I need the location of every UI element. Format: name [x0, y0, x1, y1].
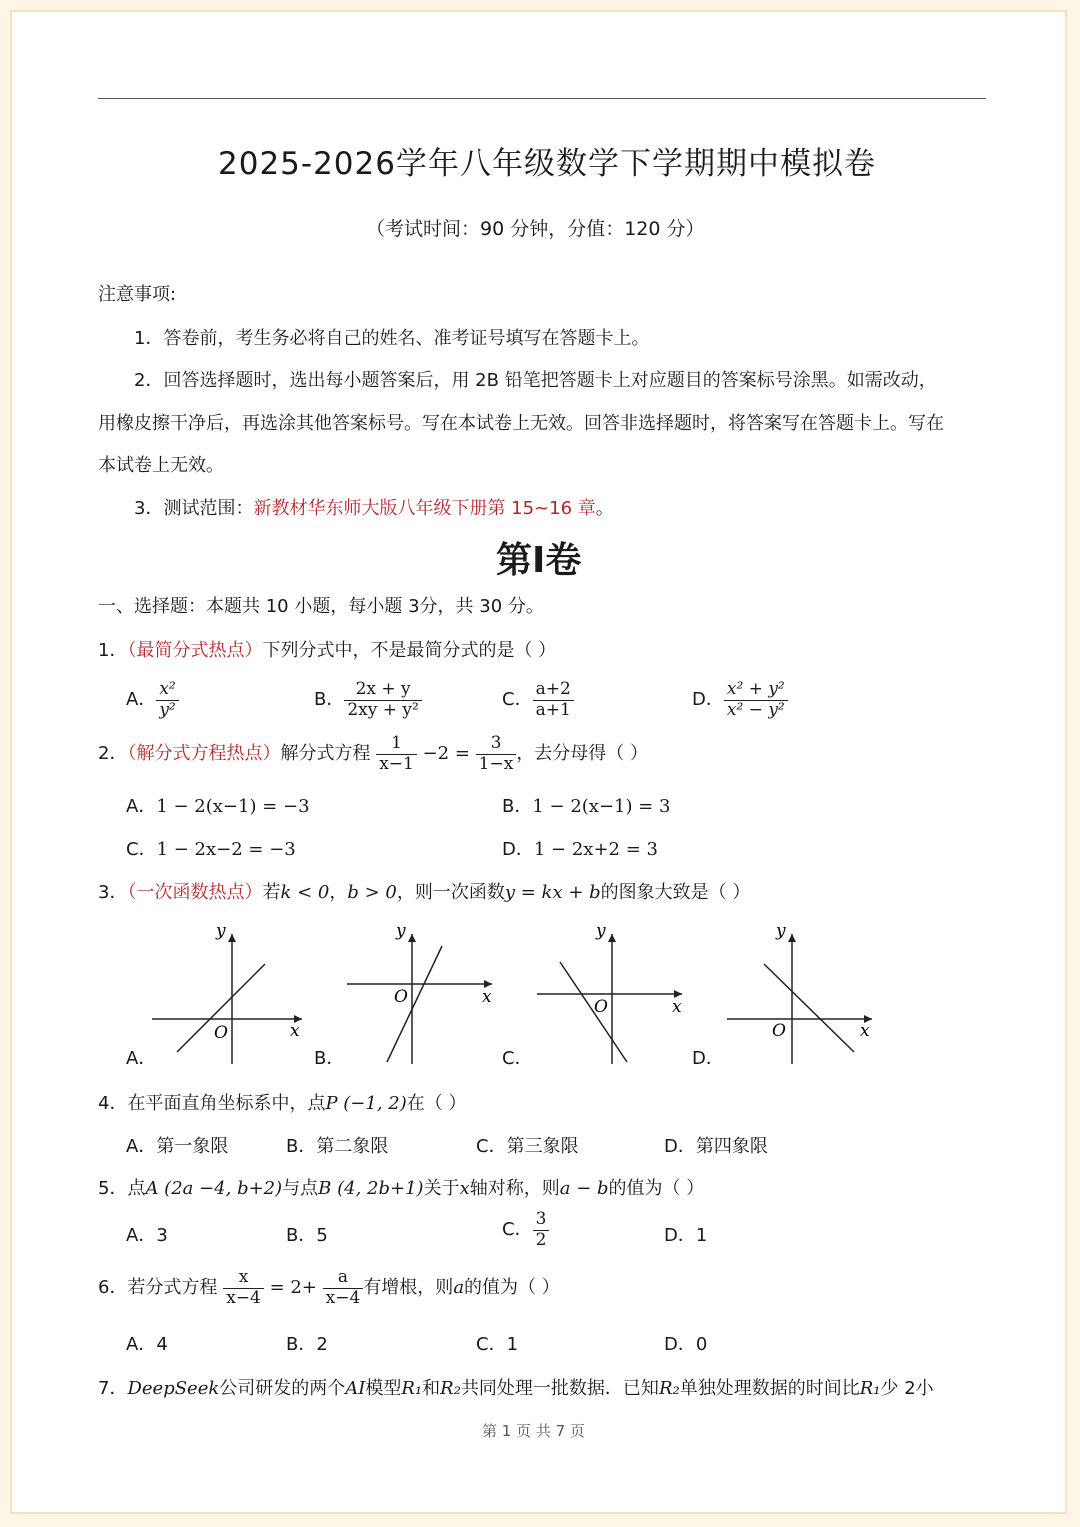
q5-option-c[interactable]: C． $\frac{3}{2}$	[502, 1210, 549, 1250]
q5-option-d[interactable]: D．1	[664, 1225, 708, 1246]
axis-x-label: x	[290, 1021, 300, 1041]
q6-option-b[interactable]: B．2	[286, 1334, 328, 1355]
origin-label: O	[214, 1023, 228, 1043]
q3-graph-a[interactable]	[152, 921, 312, 1068]
axis-y-label: y	[216, 921, 226, 941]
q1-option-d[interactable]: D． $\frac{\text{x² + y²}}{\text{x² − y²}}$	[692, 680, 788, 720]
test-scope: 新教材华东师大版八年级下册第 15~16 章	[253, 498, 596, 519]
q5-option-a[interactable]: A．3	[126, 1225, 168, 1246]
q3-graph-d[interactable]	[722, 921, 882, 1068]
q2-option-b[interactable]: B．1 − 2(x−1) = 3	[502, 796, 671, 817]
q4-option-a[interactable]: A．第一象限	[126, 1136, 229, 1157]
q6-option-d[interactable]: D．0	[664, 1334, 708, 1355]
axis-x-label: x	[860, 1021, 870, 1041]
axis-y-label: y	[776, 921, 786, 941]
q1-option-b[interactable]: B． $\frac{2x + y}{\text{2xy + y²}}$	[314, 680, 422, 720]
volume-title: 第I卷	[496, 540, 582, 581]
page-footer: 第 1 页 共 7 页	[482, 1422, 585, 1440]
q1-tag: （最简分式热点）	[127, 640, 263, 661]
q2-option-d[interactable]: D．1 − 2x+2 = 3	[502, 839, 658, 860]
q3-tag: （一次函数热点）	[127, 882, 263, 903]
q3-option-b-label[interactable]: B．	[314, 1048, 345, 1069]
origin-label: O	[594, 997, 608, 1017]
q4-option-d[interactable]: D．第四象限	[664, 1136, 768, 1157]
note-2-line-3: 本试卷上无效。	[98, 455, 224, 476]
question-1: 1．（最简分式热点）下列分式中，不是最简分式的是（ ）	[98, 640, 557, 661]
q6-option-c[interactable]: C．1	[476, 1334, 519, 1355]
exam-title: 2025-2026学年八年级数学下学期期中模拟卷	[218, 146, 876, 182]
q2-option-c[interactable]: C．1 − 2x−2 = −3	[126, 839, 296, 860]
q3-graph-c[interactable]	[532, 921, 692, 1068]
note-1: 1．答卷前，考生务必将自己的姓名、准考证号填写在答题卡上。	[134, 328, 650, 349]
q3-graph-b[interactable]	[342, 921, 502, 1068]
q4-option-b[interactable]: B．第二象限	[286, 1136, 389, 1157]
q4-option-c[interactable]: C．第三象限	[476, 1136, 579, 1157]
axis-y-label: y	[396, 921, 406, 941]
question-2: 2．（解分式方程热点）解分式方程 $\frac{1}{x-1}$ −2 = $\frac{3}{1-x}$ ，去分母得（ ）	[98, 733, 649, 774]
question-3: 3．（一次函数热点）若k < 0，b > 0，则一次函数y = kx + b的图象大致是（ ）	[98, 882, 751, 903]
q5-option-b[interactable]: B．5	[286, 1225, 328, 1246]
origin-label: O	[772, 1021, 786, 1041]
axis-y-label: y	[596, 921, 606, 941]
note-2-line-2: 用橡皮擦干净后，再选涂其他答案标号。写在本试卷上无效。回答非选择题时，将答案写在答题卡上。写在	[98, 413, 944, 434]
exam-page	[12, 12, 1065, 1512]
note-3: 3．测试范围：新教材华东师大版八年级下册第 15~16 章。	[134, 498, 614, 519]
exam-subtitle: （考试时间：90 分钟，分值：120 分）	[366, 218, 705, 240]
question-4: 4．在平面直角坐标系中，点P (−1, 2)在（ ）	[98, 1093, 467, 1114]
q1-option-a[interactable]: A． $\frac{\text{x²}}{\text{y²}}$	[126, 680, 179, 720]
q3-option-a-label[interactable]: A．	[126, 1048, 157, 1069]
q3-option-c-label[interactable]: C．	[502, 1048, 533, 1069]
header-rule	[98, 98, 986, 99]
question-7: 7．DeepSeek公司研发的两个AI模型R₁和R₂共同处理一批数据．已知R₂单独处理数据的时间比R₁少 2小	[98, 1378, 934, 1399]
question-5: 5．点A (2a −4, b+2)与点B (4, 2b+1)关于x轴对称，则a − b的值为（ ）	[98, 1178, 705, 1199]
q3-option-d-label[interactable]: D．	[692, 1048, 724, 1069]
section-heading: 一、选择题：本题共 10 小题，每小题 3分，共 30 分。	[98, 596, 544, 617]
axis-x-label: x	[482, 987, 492, 1007]
q2-option-a[interactable]: A．1 − 2(x−1) = −3	[126, 796, 310, 817]
q6-option-a[interactable]: A．4	[126, 1334, 168, 1355]
q1-option-c[interactable]: C． $\frac{a+2}{a+1}$	[502, 680, 574, 720]
note-2-line-1: 2．回答选择题时，选出每小题答案后，用 2B 铅笔把答题卡上对应题目的答案标号涂黑。如需改动，	[134, 370, 937, 391]
notes-heading: 注意事项:	[98, 284, 177, 305]
origin-label: O	[394, 987, 408, 1007]
axis-x-label: x	[672, 997, 682, 1017]
question-6: 6．若分式方程 $\frac{x}{x-4}$ = 2+ $\frac{a}{x-4}$ 有增根，则a的值为（ ）	[98, 1267, 560, 1308]
q2-tag: （解分式方程热点）	[127, 743, 281, 765]
